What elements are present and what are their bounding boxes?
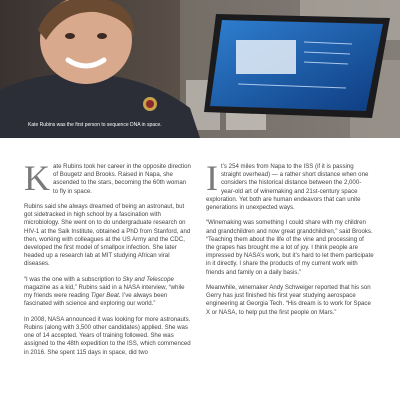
article-right-column <box>206 158 374 324</box>
astronaut-photo <box>0 0 400 138</box>
paragraph: It’s 254 miles from Napa to the ISS (if it is passing straight overhead) — a rather short distance when one considers the historical distance between the 2,000-year-old art of winemaking and 21st-century space exploration. Yet both are human endeavors that can unite generations in unexpected ways. <box>206 158 369 212</box>
magazine-title: Tiger Beat <box>90 292 119 300</box>
article-left-column <box>24 158 192 364</box>
photo-caption: Kate Rubins was the first person to sequence DNA in space. <box>28 122 162 128</box>
magazine-title: Sky and Telescope <box>122 275 174 283</box>
paragraph: “I was the one with a subscription to Sky and Telescope magazine as a kid,” Rubins said in a NASA interview, “while my friends were reading Tiger Beat. I’ve always been fascinated with science and exploring our world.” <box>24 275 185 308</box>
drop-cap: K <box>24 158 50 198</box>
paragraph: In 2008, NASA announced it was looking for more astronauts. Rubins (along with 3,500 other candidates) applied. She was one of 14 accepted. Years of training followed. She was assigned to the 48th expedition to the ISS, which commenced in 2016. She spent 115 days in space, did two <box>24 315 191 356</box>
paragraph: “Winemaking was something I could share with my children and grandchildren and now great grandchildren,” said Brooks. “Teaching them about the life of the vine and processing of the grapes has brought me a lot of joy. I think people are impressed by NASA’s work, but it’s hard to let them participate in it directly. I share the products of my current work with friends and family on a daily basis.” <box>206 219 374 276</box>
paragraph: Meanwhile, winemaker Andy Schweiger reported that his son Gerry has just finished his first year studying aerospace engineering at Georgia Tech. “His dream is to work for Space X or NASA, to help put the first people on Mars.” <box>206 284 371 316</box>
astronaut-illustration <box>0 0 400 138</box>
paragraph: Rubins said she always dreamed of being an astronaut, but got sidetracked in high school by a fascination with microbiology. She went on to do undergraduate research on HIV-1 at the Salk Institute, obtained a PhD from Stanford, and then, working with colleagues at the US Army and the CDC, developed the first model of smallpox infection. She later headed up a research lab at MIT studying African viral diseases. <box>24 203 191 268</box>
drop-cap: I <box>206 158 218 198</box>
paragraph: Kate Rubins took her career in the opposite direction of Bougetz and Brooks. Raised in Napa, she ascended to the stars, becoming the 60th woman to fly in space. <box>24 158 191 198</box>
laptop-icon <box>204 14 390 118</box>
